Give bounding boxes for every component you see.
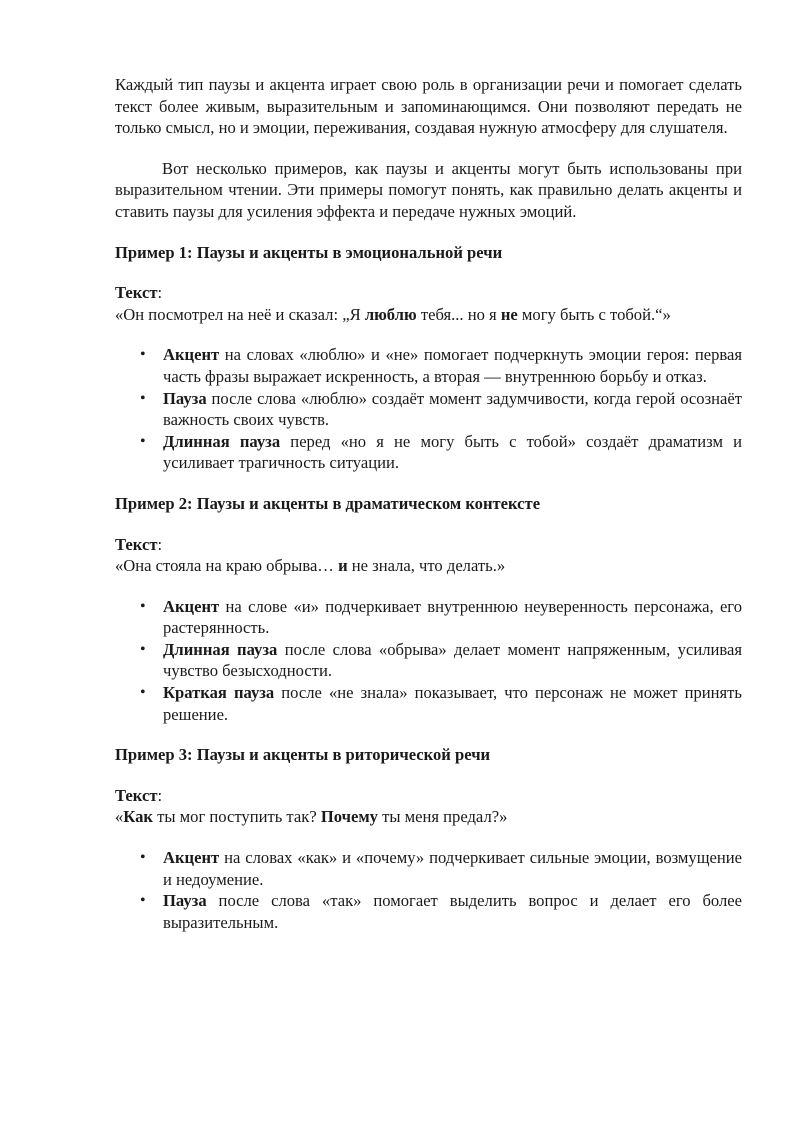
spacer <box>115 515 742 534</box>
text-label: Текст <box>115 283 158 303</box>
list-item: • Краткая пауза после «не знала» показывает, что персонаж не может принять решение. <box>140 683 742 724</box>
example-3-text-label: Текст: <box>115 785 163 805</box>
example-2-text-label: Текст: <box>115 534 163 554</box>
bullet-icon: • <box>140 389 146 407</box>
list-item: • Длинная пауза перед «но я не могу быть с тобой» создаёт драматизм и усиливает трагичность ситуации. <box>140 431 743 473</box>
bullet-icon: • <box>140 346 146 364</box>
example-3-bullet-list <box>115 847 742 933</box>
bullet-icon: • <box>140 432 146 450</box>
list-item: • Акцент на словах «люблю» и «не» помогает подчеркнуть эмоции героя: первая часть фразы выражает искренность, а вторая — внутреннюю борьбу и отказ. <box>140 345 742 386</box>
list-item: • Пауза после слова «люблю» создаёт момент задумчивости, когда герой осознаёт важность своих чувств. <box>140 388 742 430</box>
example-2-bullet-list <box>115 596 742 726</box>
example-2-quote: «Она стояла на краю обрыва… и не знала, что делать.» <box>115 556 506 576</box>
intro-paragraph-2: Вот несколько примеров, как паузы и акценты могут быть использованы при выразительном чтении. Эти примеры помогут понять, как правильно делать акценты и ставить паузы для усиления эффекта и передаче нужных эмоций. <box>115 158 742 221</box>
bullet-icon: • <box>140 597 146 615</box>
spacer <box>115 263 742 282</box>
example-1-heading: Пример 1: Паузы и акценты в эмоциональной речи <box>115 242 503 262</box>
list-item: • Длинная пауза после слова «обрыва» делает момент напряженным, усиливая чувство безысходности. <box>140 639 743 681</box>
spacer <box>115 139 742 158</box>
example-3-heading: Пример 3: Паузы и акценты в риторической речи <box>115 745 491 765</box>
spacer <box>115 474 742 493</box>
example-1-bullet-list <box>115 344 742 474</box>
intro-paragraph-1: Каждый тип паузы и акцента играет свою роль в организации речи и помогает сделать текст более живым, выразительным и запоминающимся. Они позволяют передать не только смысл, но и эмоции, переживания, создавая нужную атмосферу для слушателя. <box>115 75 742 138</box>
bullet-icon: • <box>140 684 146 702</box>
spacer <box>115 325 742 344</box>
document-page <box>115 74 742 933</box>
list-item: • Акцент на слове «и» подчеркивает внутреннюю неуверенность персонажа, его растерянность. <box>140 596 742 638</box>
example-1-quote: «Он посмотрел на неё и сказал: „Я люблю тебя... но я не могу быть с тобой.“» <box>115 304 671 324</box>
bullet-icon: • <box>140 849 146 867</box>
list-item: • Пауза после слова «так» помогает выделить вопрос и делает его более выразительным. <box>140 891 742 932</box>
spacer <box>115 725 742 744</box>
example-2-heading: Пример 2: Паузы и акценты в драматическом контексте <box>115 493 541 513</box>
spacer <box>115 223 742 242</box>
spacer <box>115 766 742 785</box>
spacer <box>115 577 742 596</box>
spacer <box>115 828 742 847</box>
example-3-quote: «Как ты мог поступить так? Почему ты меня предал?» <box>115 807 508 827</box>
text-label: Текст <box>115 785 158 805</box>
text-label: Текст <box>115 534 158 554</box>
list-item: • Акцент на словах «как» и «почему» подчеркивает сильные эмоции, возмущение и недоумение. <box>140 848 742 889</box>
bullet-icon: • <box>140 892 146 910</box>
example-1-text-label: Текст: <box>115 283 163 303</box>
bullet-icon: • <box>140 640 146 658</box>
